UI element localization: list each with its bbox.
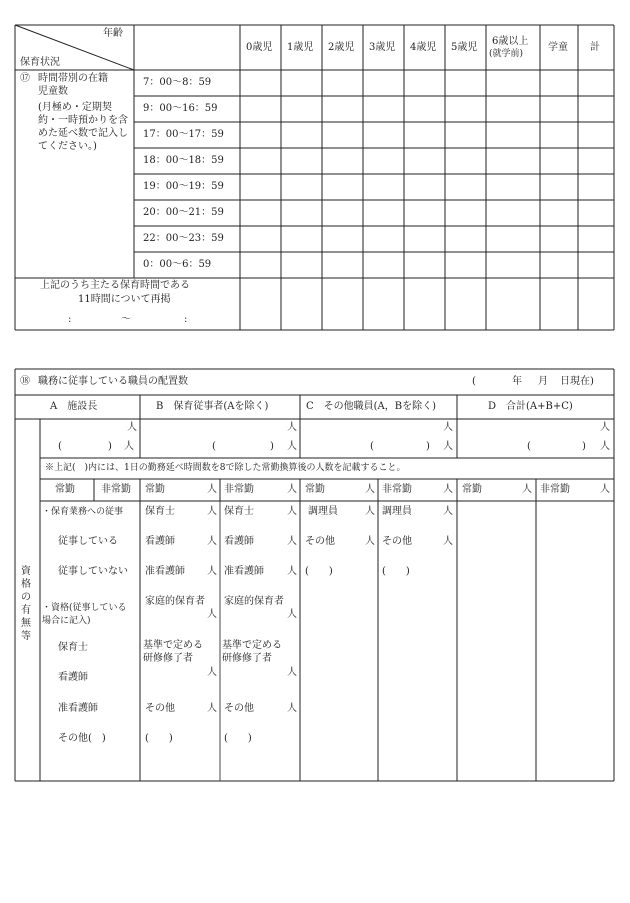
b-full-nurse-unit: 人 xyxy=(207,536,217,547)
b-part-trained-line1: 基準で定める xyxy=(222,640,282,651)
a-paren-open: ( xyxy=(58,441,62,452)
d-part-time: 非常勤 xyxy=(540,484,570,495)
b-full-other-unit: 人 xyxy=(207,703,217,714)
c-paren-open: ( xyxy=(370,441,374,452)
section17-number: ⑰ xyxy=(20,73,30,84)
c-full-other: その他 xyxy=(305,536,335,547)
age-col-4: 4歳児 xyxy=(410,42,437,53)
b-full-assistant-nurse: 准看護師 xyxy=(145,566,185,577)
c-part-cook: 調理員 xyxy=(382,506,412,517)
c-part-other: その他 xyxy=(382,536,412,547)
d-paren-open: ( xyxy=(527,441,531,452)
date-open-paren: ( xyxy=(472,376,476,387)
b-paren-close: ) xyxy=(270,441,274,452)
section17-title-line2: 児童数 xyxy=(38,86,68,97)
c-full-unit: 人 xyxy=(365,484,375,495)
b-part-unit: 人 xyxy=(287,484,297,495)
age-col-0: 0歳児 xyxy=(246,42,273,53)
time-slot-3: 17：00～17：59 xyxy=(143,129,224,140)
b-part-time: 非常勤 xyxy=(224,484,254,495)
conversion-note: ※上記( )内には、1日の勤務延べ時間数を8で除した常勤換算後の人数を記載すること。 xyxy=(45,463,406,473)
c-full-other-unit: 人 xyxy=(365,536,375,547)
b-full-home-caregiver-unit: 人 xyxy=(207,609,217,620)
a-unit-2: 人 xyxy=(124,441,134,452)
c-unit-1: 人 xyxy=(443,422,453,433)
time-slot-6: 20：00～21：59 xyxy=(143,207,224,218)
col-b-header: B 保育従事者(Aを除く) xyxy=(156,401,269,412)
repost-tilde: ～ xyxy=(121,314,131,325)
time-slot-5: 19：00～19：59 xyxy=(143,181,224,192)
b-full-trained-unit: 人 xyxy=(207,667,217,678)
section18-number: ⑱ xyxy=(20,376,30,387)
a-item-qualification: ・資格(従事している xyxy=(42,603,127,613)
col-d-header: D 合計(A+B+C) xyxy=(488,401,573,412)
date-month: 月 xyxy=(538,376,548,387)
d-unit-2: 人 xyxy=(600,441,610,452)
repost-colon-start: : xyxy=(68,314,72,325)
b-full-nursery-teacher: 保育士 xyxy=(145,506,175,517)
a-item-engaged: 従事している xyxy=(58,536,118,547)
total-col: 計 xyxy=(590,42,600,53)
date-day: 日現在) xyxy=(560,376,594,387)
header-status-label: 保育状況 xyxy=(20,57,60,68)
a-item-other: その他( ) xyxy=(58,733,106,744)
b-part-home-caregiver: 家庭的保育者 xyxy=(224,596,284,607)
c-full-time: 常勤 xyxy=(305,484,325,495)
school-col: 学童 xyxy=(548,42,568,53)
d-full-time: 常勤 xyxy=(462,484,482,495)
a-full-time: 常勤 xyxy=(55,484,75,495)
b-part-trained-unit: 人 xyxy=(287,667,297,678)
b-full-trained-line2: 研修修了者 xyxy=(143,653,193,664)
b-part-assistant-nurse-unit: 人 xyxy=(287,566,297,577)
qualification-side-label: 資格の有無等 xyxy=(21,566,31,642)
a-item-not-engaged: 従事していない xyxy=(58,566,128,577)
header-age-label: 年齢 xyxy=(103,28,123,39)
section17-note: (月極め・定期契約・一時預かりを含めた延べ数で記入してください。) xyxy=(38,102,128,152)
b-unit-1: 人 xyxy=(287,422,297,433)
a-unit-1: 人 xyxy=(127,422,137,433)
b-full-home-caregiver: 家庭的保育者 xyxy=(145,596,205,607)
b-part-nursery-teacher: 保育士 xyxy=(224,506,254,517)
b-unit-2: 人 xyxy=(287,441,297,452)
c-part-unit: 人 xyxy=(443,484,453,495)
time-slot-8: 0：00～6：59 xyxy=(143,259,212,270)
time-slot-1: 7：00～8：59 xyxy=(143,77,212,88)
a-item-assistant-nurse: 准看護師 xyxy=(58,703,98,714)
a-item-qualification-note: 場合に記入) xyxy=(42,616,91,626)
b-part-trained-line2: 研修修了者 xyxy=(222,653,272,664)
section18-title: 職務に従事している職員の配置数 xyxy=(38,376,188,387)
b-paren-open: ( xyxy=(212,441,216,452)
b-full-other: その他 xyxy=(145,703,175,714)
d-paren-close: ) xyxy=(582,441,586,452)
repost-line1: 上記のうち主たる保育時間である xyxy=(40,280,190,291)
time-slot-4: 18：00～18：59 xyxy=(143,155,224,166)
c-part-blank-paren: ( ) xyxy=(382,566,410,577)
c-paren-close: ) xyxy=(426,441,430,452)
b-part-home-caregiver-unit: 人 xyxy=(287,609,297,620)
age-col-2: 2歳児 xyxy=(328,42,355,53)
date-year: 年 xyxy=(512,376,522,387)
age-col-1: 1歳児 xyxy=(287,42,314,53)
time-slot-7: 22：00～23：59 xyxy=(143,233,224,244)
c-full-cook-unit: 人 xyxy=(365,506,375,517)
b-part-other-unit: 人 xyxy=(287,703,297,714)
col-c-header: C その他職員(A，Bを除く) xyxy=(306,401,437,412)
b-full-blank-paren: ( ) xyxy=(145,733,173,744)
d-unit-1: 人 xyxy=(600,422,610,433)
b-part-blank-paren: ( ) xyxy=(224,733,252,744)
c-full-cook: 調理員 xyxy=(308,506,338,517)
d-part-unit: 人 xyxy=(600,484,610,495)
section17-title-line1: 時間帯別の在籍 xyxy=(38,73,108,84)
a-part-time: 非常勤 xyxy=(101,484,131,495)
age-col-6-line2: (就学前) xyxy=(489,49,524,59)
b-part-assistant-nurse: 准看護師 xyxy=(224,566,264,577)
age-col-3: 3歳児 xyxy=(369,42,396,53)
b-full-trained-line1: 基準で定める xyxy=(143,640,203,651)
repost-line2: 11時間について再掲 xyxy=(78,294,171,305)
c-part-cook-unit: 人 xyxy=(443,506,453,517)
d-full-unit: 人 xyxy=(522,484,532,495)
b-full-nursery-teacher-unit: 人 xyxy=(207,506,217,517)
repost-colon-end: : xyxy=(184,314,188,325)
b-full-unit: 人 xyxy=(207,484,217,495)
a-item-nursery-teacher: 保育士 xyxy=(58,642,88,653)
age-col-6-line1: 6歳以上 xyxy=(492,36,529,47)
a-paren-close: ) xyxy=(108,441,112,452)
b-part-nurse: 看護師 xyxy=(224,536,254,547)
b-part-nurse-unit: 人 xyxy=(287,536,297,547)
b-part-other: その他 xyxy=(224,703,254,714)
b-full-nurse: 看護師 xyxy=(145,536,175,547)
c-unit-2: 人 xyxy=(443,441,453,452)
b-full-time: 常勤 xyxy=(145,484,165,495)
a-item-nurse: 看護師 xyxy=(58,672,88,683)
age-col-5: 5歳児 xyxy=(451,42,478,53)
c-full-blank-paren: ( ) xyxy=(305,566,333,577)
b-full-assistant-nurse-unit: 人 xyxy=(207,566,217,577)
col-a-header: A 施設長 xyxy=(50,401,98,412)
a-item-duty: ・保育業務への従事 xyxy=(42,507,124,517)
c-part-time: 非常勤 xyxy=(382,484,412,495)
b-part-nursery-teacher-unit: 人 xyxy=(287,506,297,517)
time-slot-2: 9：00～16：59 xyxy=(143,103,218,114)
c-part-other-unit: 人 xyxy=(443,536,453,547)
